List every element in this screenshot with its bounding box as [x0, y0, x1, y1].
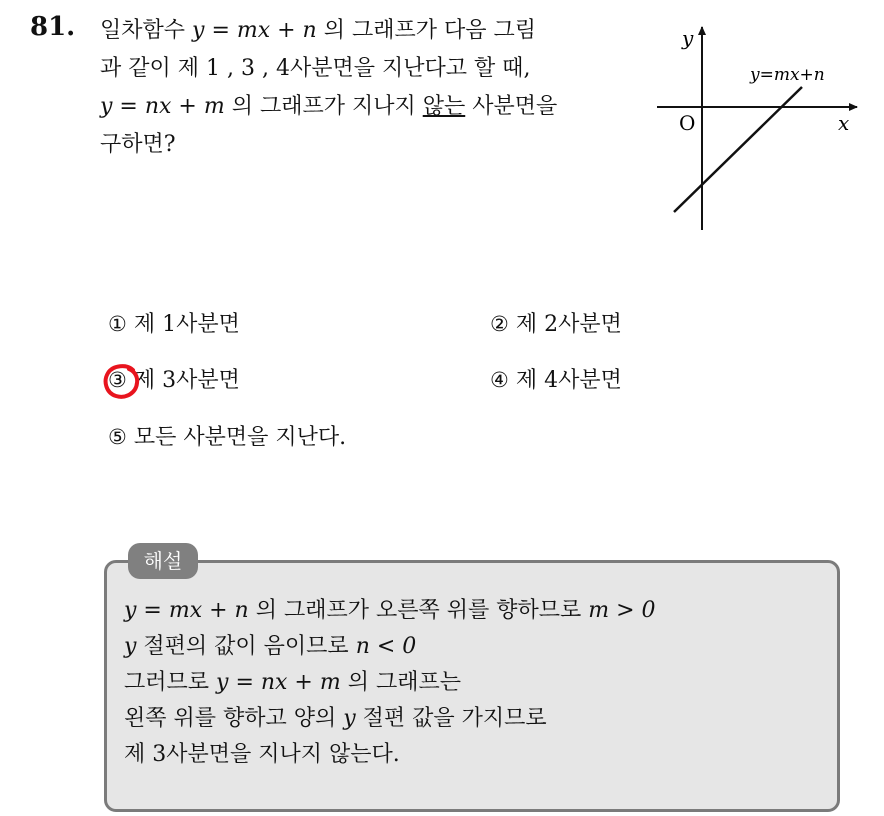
choice-1[interactable]	[108, 307, 240, 341]
q-line2: 과 같이 제 1 , 3 , 4사분면을 지난다고 할 때,	[100, 56, 531, 81]
choice-5[interactable]	[108, 420, 346, 454]
q-equation-1: y = mx + n	[192, 18, 317, 43]
choice-1-mark: ①	[108, 312, 127, 336]
choice-4-mark: ④	[490, 368, 509, 392]
exp-condition-n: n < 0	[355, 634, 417, 659]
origin-label: O	[679, 111, 696, 135]
exp-l4-var: y	[343, 706, 356, 731]
choice-4[interactable]	[490, 363, 622, 397]
q-line3-a: 의 그래프가 지나지	[224, 94, 423, 119]
exp-condition-m: m > 0	[588, 598, 656, 623]
q-line3-b: 사분면을	[465, 94, 558, 119]
exp-l3-a: 그러므로	[124, 670, 217, 695]
exp-equation-2: y = nx + m	[216, 670, 341, 695]
exp-l1-a: 의 그래프가 오른쪽 위를 향하므로	[248, 598, 589, 623]
q-line4: 구하면?	[100, 132, 176, 157]
question-text	[100, 12, 620, 164]
choice-1-text: 제 1사분면	[133, 312, 240, 337]
exp-equation-1: y = mx + n	[124, 598, 249, 623]
choice-4-text: 제 4사분면	[515, 368, 622, 393]
choice-3-text: 제 3사분면	[133, 368, 240, 393]
question-number: 81.	[30, 12, 76, 42]
explanation-text	[124, 593, 824, 773]
choice-2-text: 제 2사분면	[515, 312, 622, 337]
exp-l2-a: 절편의 값이 음이므로	[136, 634, 356, 659]
exp-l4-b: 절편 값을 가지므로	[355, 706, 547, 731]
exp-l5: 제 3사분면을 지나지 않는다.	[124, 742, 400, 767]
exp-l3-b: 의 그래프는	[340, 670, 461, 695]
choice-2-mark: ②	[490, 312, 509, 336]
y-axis-label: y	[682, 26, 694, 50]
q-underlined-word: 않는	[422, 94, 466, 119]
q-line1-a: 일차함수	[100, 18, 193, 43]
exp-l2-var: y	[124, 634, 137, 659]
line-label: y=mx+n	[750, 65, 825, 85]
x-axis-label: x	[838, 111, 850, 135]
graph-line	[674, 87, 802, 212]
choice-5-mark: ⑤	[108, 425, 127, 449]
answer-circle-mark	[103, 362, 141, 400]
choice-2[interactable]	[490, 307, 622, 341]
choice-3-mark: ③	[108, 368, 127, 392]
q-line1-b: 의 그래프가 다음 그림	[316, 18, 536, 43]
explanation-tab: 해설	[128, 543, 198, 579]
q-equation-2: y = nx + m	[100, 94, 225, 119]
choice-5-text: 모든 사분면을 지난다.	[133, 425, 347, 450]
exp-l4-a: 왼쪽 위를 향하고 양의	[124, 706, 344, 731]
function-graph	[652, 22, 862, 237]
